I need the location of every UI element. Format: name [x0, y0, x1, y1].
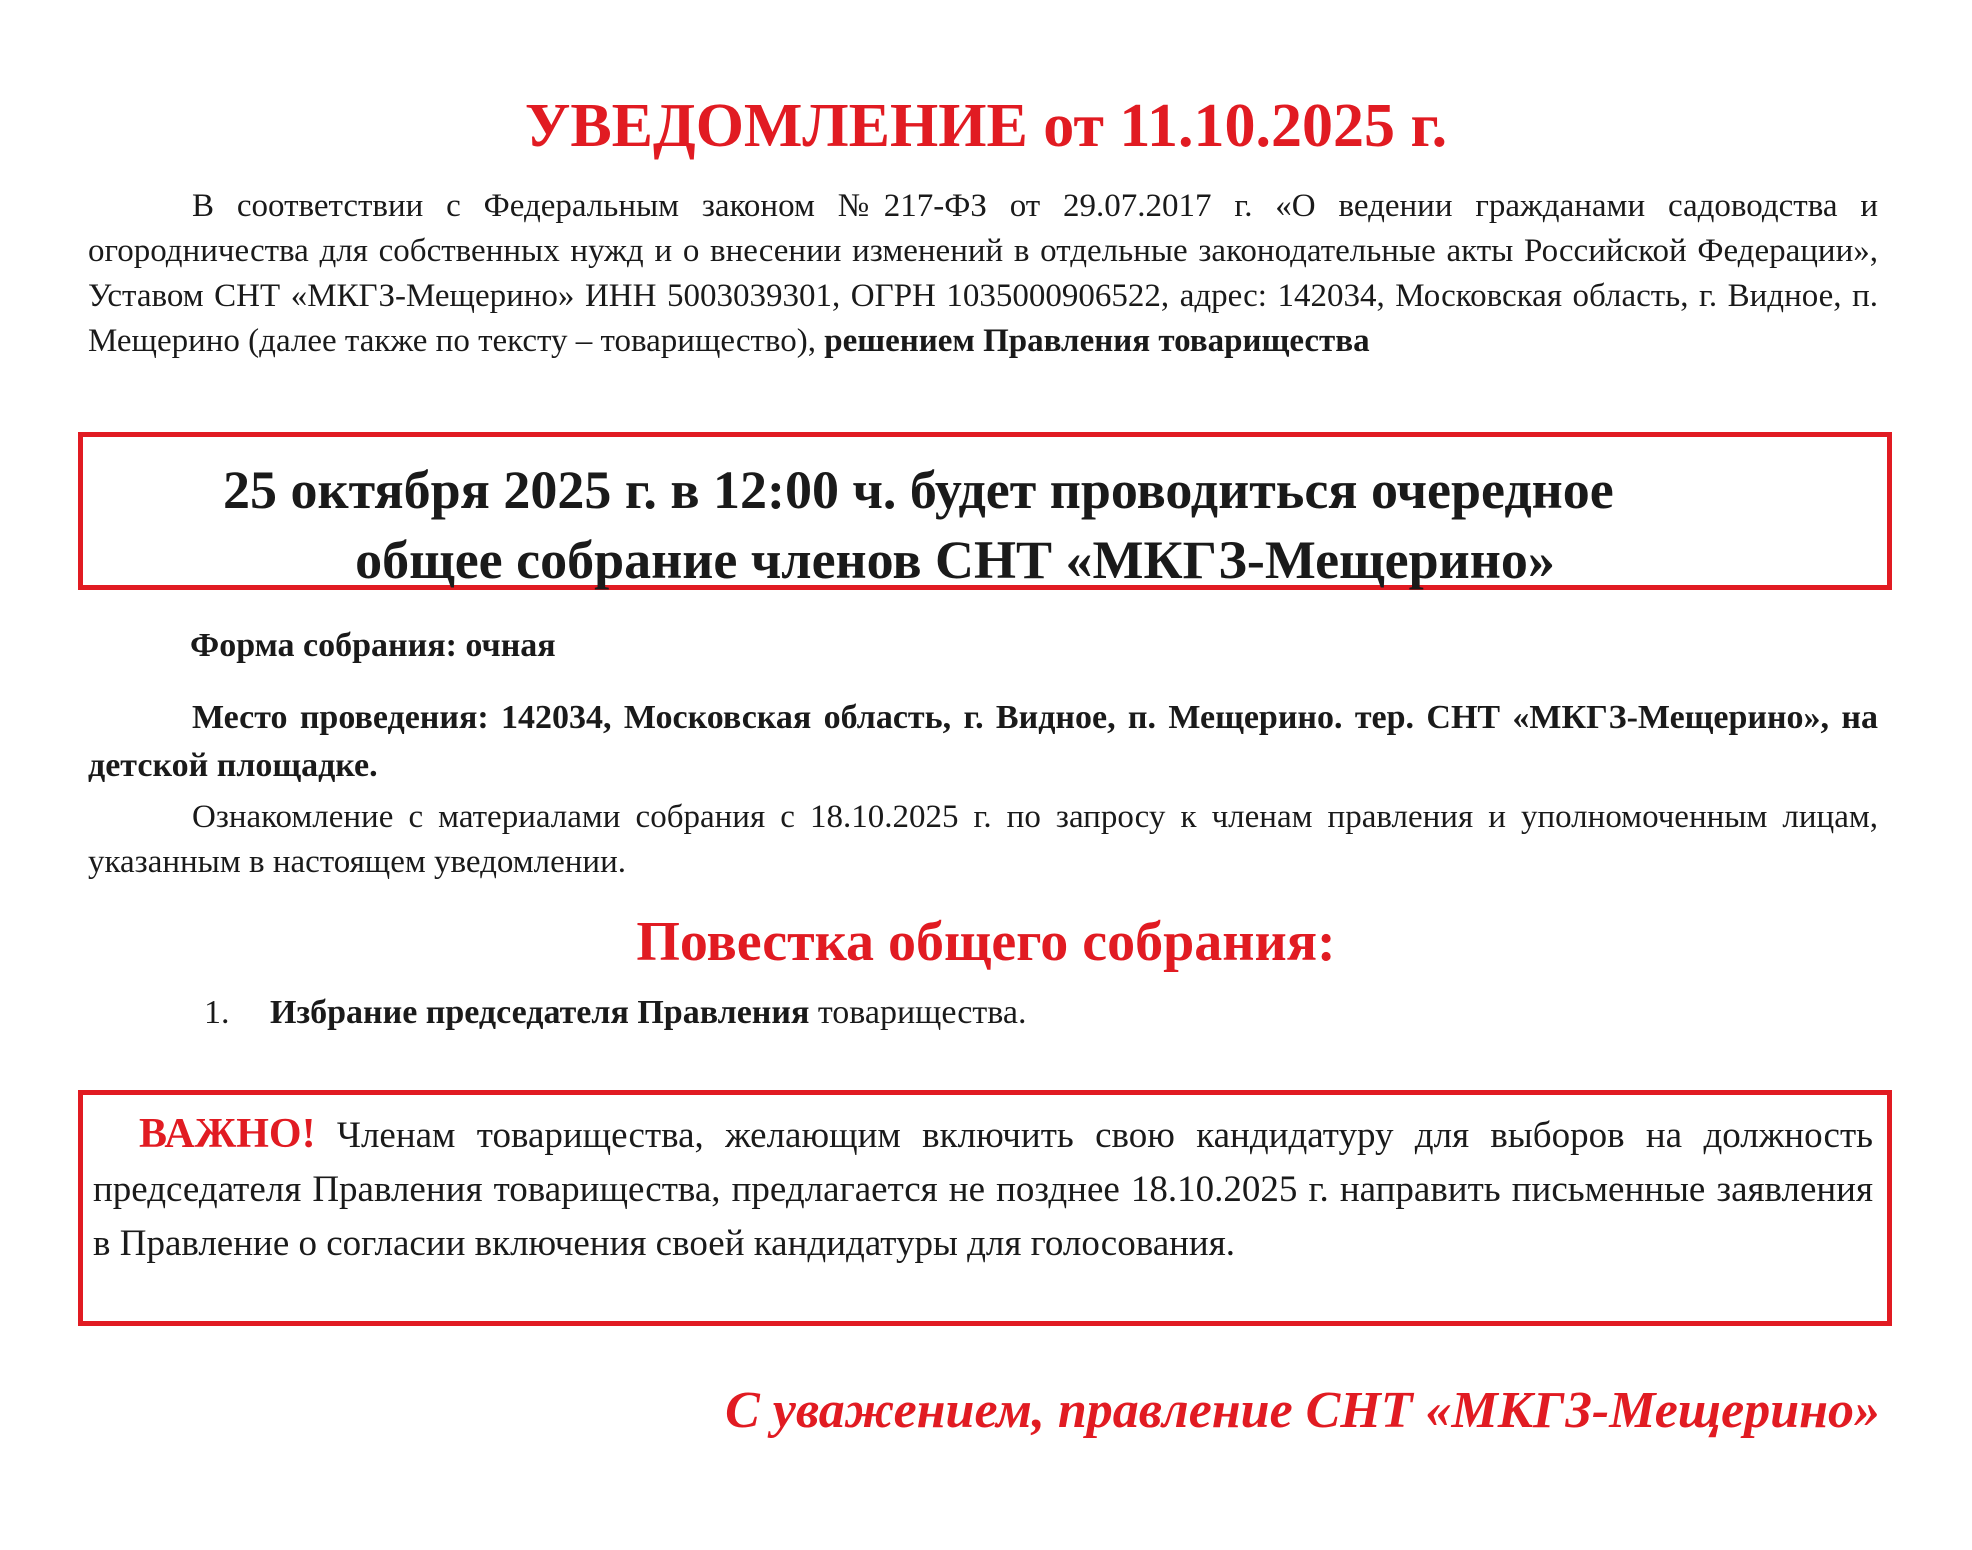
meeting-place-paragraph: [88, 694, 1878, 790]
intro-text: В соответствии с Федеральным законом №217-ФЗ от 29.07.2017 г. «О ведении гражданами садоводства и огородничества для собственных нужд и о внесении изменений в отдельные законодательные акты Российской Федерации», Уставом СНТ «МКГЗ-Мещерино» ИНН 5003039301, ОГРН 1035000906522, адрес: 142034, Московская область, г. Видное, п. Мещерино (далее также по тексту – товарищество),: [88, 188, 1878, 359]
announcement-line-1: 25 октября 2025 г. в 12:00 ч. будет проводиться очередное: [223, 460, 1614, 520]
intro-bold-text: решением Правления товарищества: [824, 323, 1370, 359]
meeting-form: Форма собрания: очная: [190, 627, 556, 664]
agenda-list: [204, 990, 1026, 1036]
important-notice-box: [78, 1090, 1892, 1326]
materials-review: Ознакомление с материалами собрания с 18.10.2025 г. по запросу к членам правления и уполномоченным лицам, указанным в настоящем уведомлении.: [88, 799, 1878, 880]
intro-paragraph: [88, 184, 1878, 364]
materials-review-paragraph: [88, 795, 1878, 885]
signature: С уважением, правление СНТ «МКГЗ-Мещерино»: [725, 1382, 1880, 1439]
agenda-item-number: 1.: [204, 994, 230, 1031]
agenda-item-bold-text: Избрание председателя Правления: [270, 994, 810, 1031]
agenda-item: [204, 990, 1026, 1036]
announcement-line-2: общее собрание членов СНТ «МКГЗ-Мещерино»: [355, 530, 1555, 590]
meeting-announcement-box: [78, 432, 1892, 590]
important-text: Членам товарищества, желающим включить свою кандидатуру для выборов на должность председателя Правления товарищества, предлагается не позднее 18.10.2025 г. направить письменные заявления в Правление о согласии включения своей кандидатуры для голосования.: [93, 1115, 1873, 1264]
notice-title: УВЕДОМЛЕНИЕ от 11.10.2025 г.: [524, 92, 1448, 160]
important-lead: ВАЖНО!: [139, 1111, 316, 1157]
important-notice: [93, 1107, 1873, 1271]
agenda-title: Повестка общего собрания:: [636, 911, 1336, 973]
meeting-announcement: [83, 455, 1887, 595]
agenda-item-text: товарищества.: [809, 994, 1027, 1031]
meeting-place: Место проведения: 142034, Московская область, г. Видное, п. Мещерино. тер. СНТ «МКГЗ-Мещерино», на детской площадке.: [88, 699, 1878, 784]
